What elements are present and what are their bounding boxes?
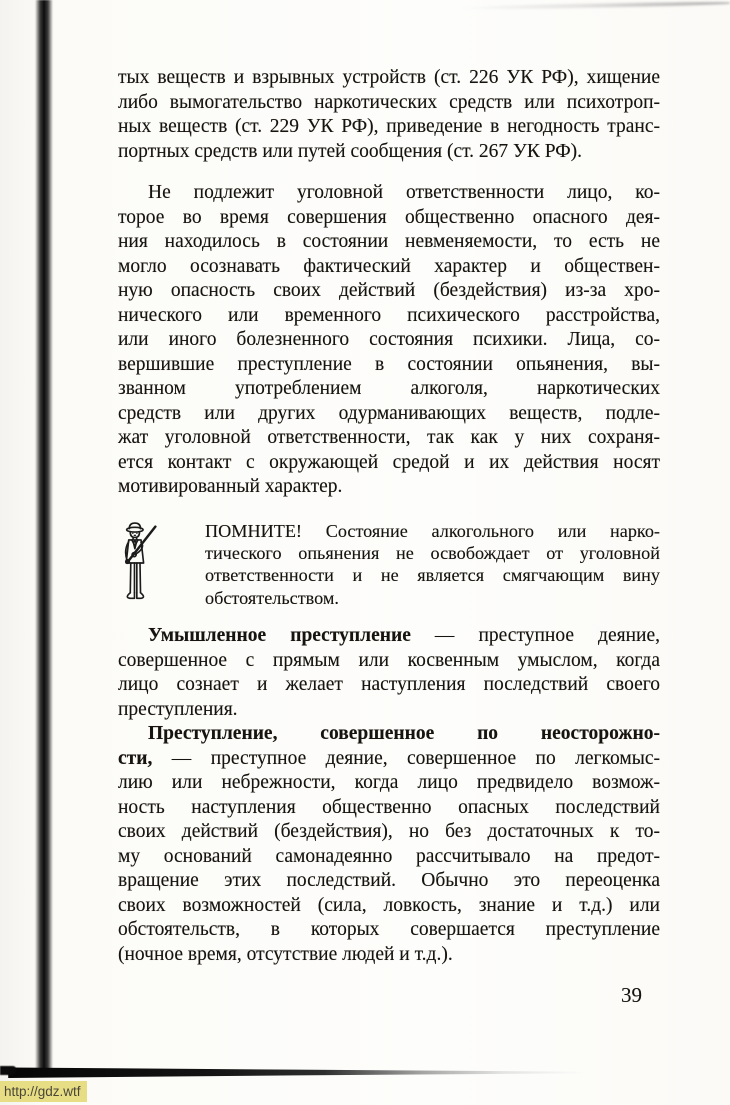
text-segment: обстоятельством.: [205, 587, 339, 608]
text-line: [118, 255, 660, 280]
text-segment: — преступное деяние,: [410, 625, 660, 647]
page-number: 39: [621, 983, 642, 1008]
text-segment: средств или других одурманивающих веществ, подле-: [118, 402, 660, 424]
text-segment: тых веществ и взрывных устройств (ст. 226 УК РФ), хищение: [118, 67, 660, 88]
text-segment: жат уголовной ответственности, так как у них сохраня-: [118, 427, 660, 448]
text-line: [205, 564, 660, 586]
text-segment: ных веществ (ст. 229 УК РФ), приведение в негодность транс-: [118, 116, 660, 137]
text-line: [118, 206, 660, 231]
text-segment: лию или небрежности, когда лицо предвидело возмож-: [118, 772, 660, 794]
text-line: [118, 230, 660, 255]
text-segment: — преступное деяние, совершенное по легкомыс-: [152, 747, 660, 769]
text-segment: своих возможностей (сила, ловкость, знание и т.д.) или: [118, 894, 660, 916]
text-line: [118, 304, 660, 329]
text-segment: вершившие преступление в состоянии опьянения, вы-: [118, 353, 660, 375]
text-line: [118, 943, 660, 968]
text-segment: ность наступления общественно опасных последствий: [118, 796, 660, 818]
text-segment: ется контакт с окружающей средой и их действия носят: [118, 451, 660, 473]
scan-edge-left-bar: [35, 0, 53, 1072]
text-line: [118, 91, 660, 116]
bold-term-text: сти,: [118, 747, 153, 769]
text-segment: тического опьянения не освобождает от уголовной: [205, 542, 660, 563]
text-line: [118, 845, 660, 870]
text-line: [118, 796, 660, 821]
text-line: [118, 673, 660, 698]
text-line: [118, 181, 660, 206]
text-segment: ную опасность своих действий (бездействия) из-за хро-: [118, 280, 660, 301]
text-line: [205, 520, 660, 542]
text-line: [118, 140, 660, 165]
text-segment: совершенное с прямым или косвенным умыслом, когда: [118, 649, 660, 671]
text-segment: либо вымогательство наркотических средств или психотроп-: [118, 91, 660, 113]
text-column: [118, 66, 660, 1008]
text-line: [118, 820, 660, 845]
text-line: [118, 279, 660, 304]
text-segment: портных средств или путей сообщения (ст. 267 УК РФ).: [118, 140, 583, 162]
text-line: [118, 771, 660, 796]
paragraph-uk-rf-articles: [118, 66, 660, 164]
text-segment: торое во время совершения общественно опасного дея-: [118, 206, 660, 228]
text-line: [118, 722, 660, 747]
text-segment: званном употреблением алкоголя, наркотических: [118, 378, 660, 399]
text-line: [118, 894, 660, 919]
text-line: [118, 353, 660, 378]
text-line: [118, 328, 660, 353]
scan-edge-bottom-line: [8, 1066, 583, 1079]
text-segment: лицо сознает и желает наступления последствий своего: [118, 674, 660, 696]
text-line: [118, 402, 660, 427]
paragraph-negligent-crime: [118, 722, 660, 967]
watermark-url: http://gdz.wtf: [0, 1081, 87, 1102]
text-segment: обстоятельств, в которых совершается преступление: [118, 919, 660, 941]
text-segment: мотивированный характер.: [118, 476, 343, 497]
text-segment: Не подлежит уголовной ответственности лицо, ко-: [148, 182, 660, 203]
text-segment: (ночное время, отсутствие людей и т.д.).: [118, 943, 453, 965]
text-segment: му оснований самонадеянно рассчитывало на предот-: [118, 845, 660, 867]
text-line: [205, 587, 660, 609]
text-segment: преступления.: [118, 698, 238, 720]
text-segment: или иного болезненного состояния психики. Лица, со-: [118, 329, 660, 350]
text-line: [118, 66, 660, 91]
text-line: [118, 747, 660, 772]
text-segment: нического или временного психического расстройства,: [118, 304, 660, 326]
text-line: [118, 918, 660, 943]
note-text: [205, 520, 660, 610]
text-line: [118, 624, 660, 649]
text-line: [118, 475, 660, 500]
text-segment: ПОМНИТЕ! Состояние алкогольного или нарко-: [205, 520, 660, 541]
text-line: [118, 377, 660, 402]
text-line: [118, 451, 660, 476]
bold-term-text: Преступление, совершенное по неосторожно-: [148, 723, 660, 745]
text-line: [118, 426, 660, 451]
text-segment: своих действий (бездействия), но без достаточных к то-: [118, 821, 660, 843]
text-line: [118, 115, 660, 140]
text-line: [205, 542, 660, 564]
paragraph-insanity-intoxication: [118, 181, 660, 500]
note-remember: [118, 520, 660, 610]
text-segment: ответственности и не является смягчающим вину: [205, 565, 660, 586]
text-line: [118, 869, 660, 894]
text-line: [118, 649, 660, 674]
text-segment: вращение этих последствий. Обычно это переоценка: [118, 870, 660, 892]
text-segment: ния находилось в состоянии невменяемости, то есть не: [118, 231, 660, 252]
text-segment: могло осознавать фактический характер и обществен-: [118, 255, 660, 277]
scan-edge-bottom-tick: [0, 1066, 16, 1075]
text-line: [118, 698, 660, 723]
man-with-pointer-icon: [121, 521, 159, 605]
bold-term-text: Умышленное преступление: [148, 625, 411, 647]
scan-edge-top-shade: [460, 1, 730, 10]
paragraph-intentional-crime: [118, 624, 660, 722]
